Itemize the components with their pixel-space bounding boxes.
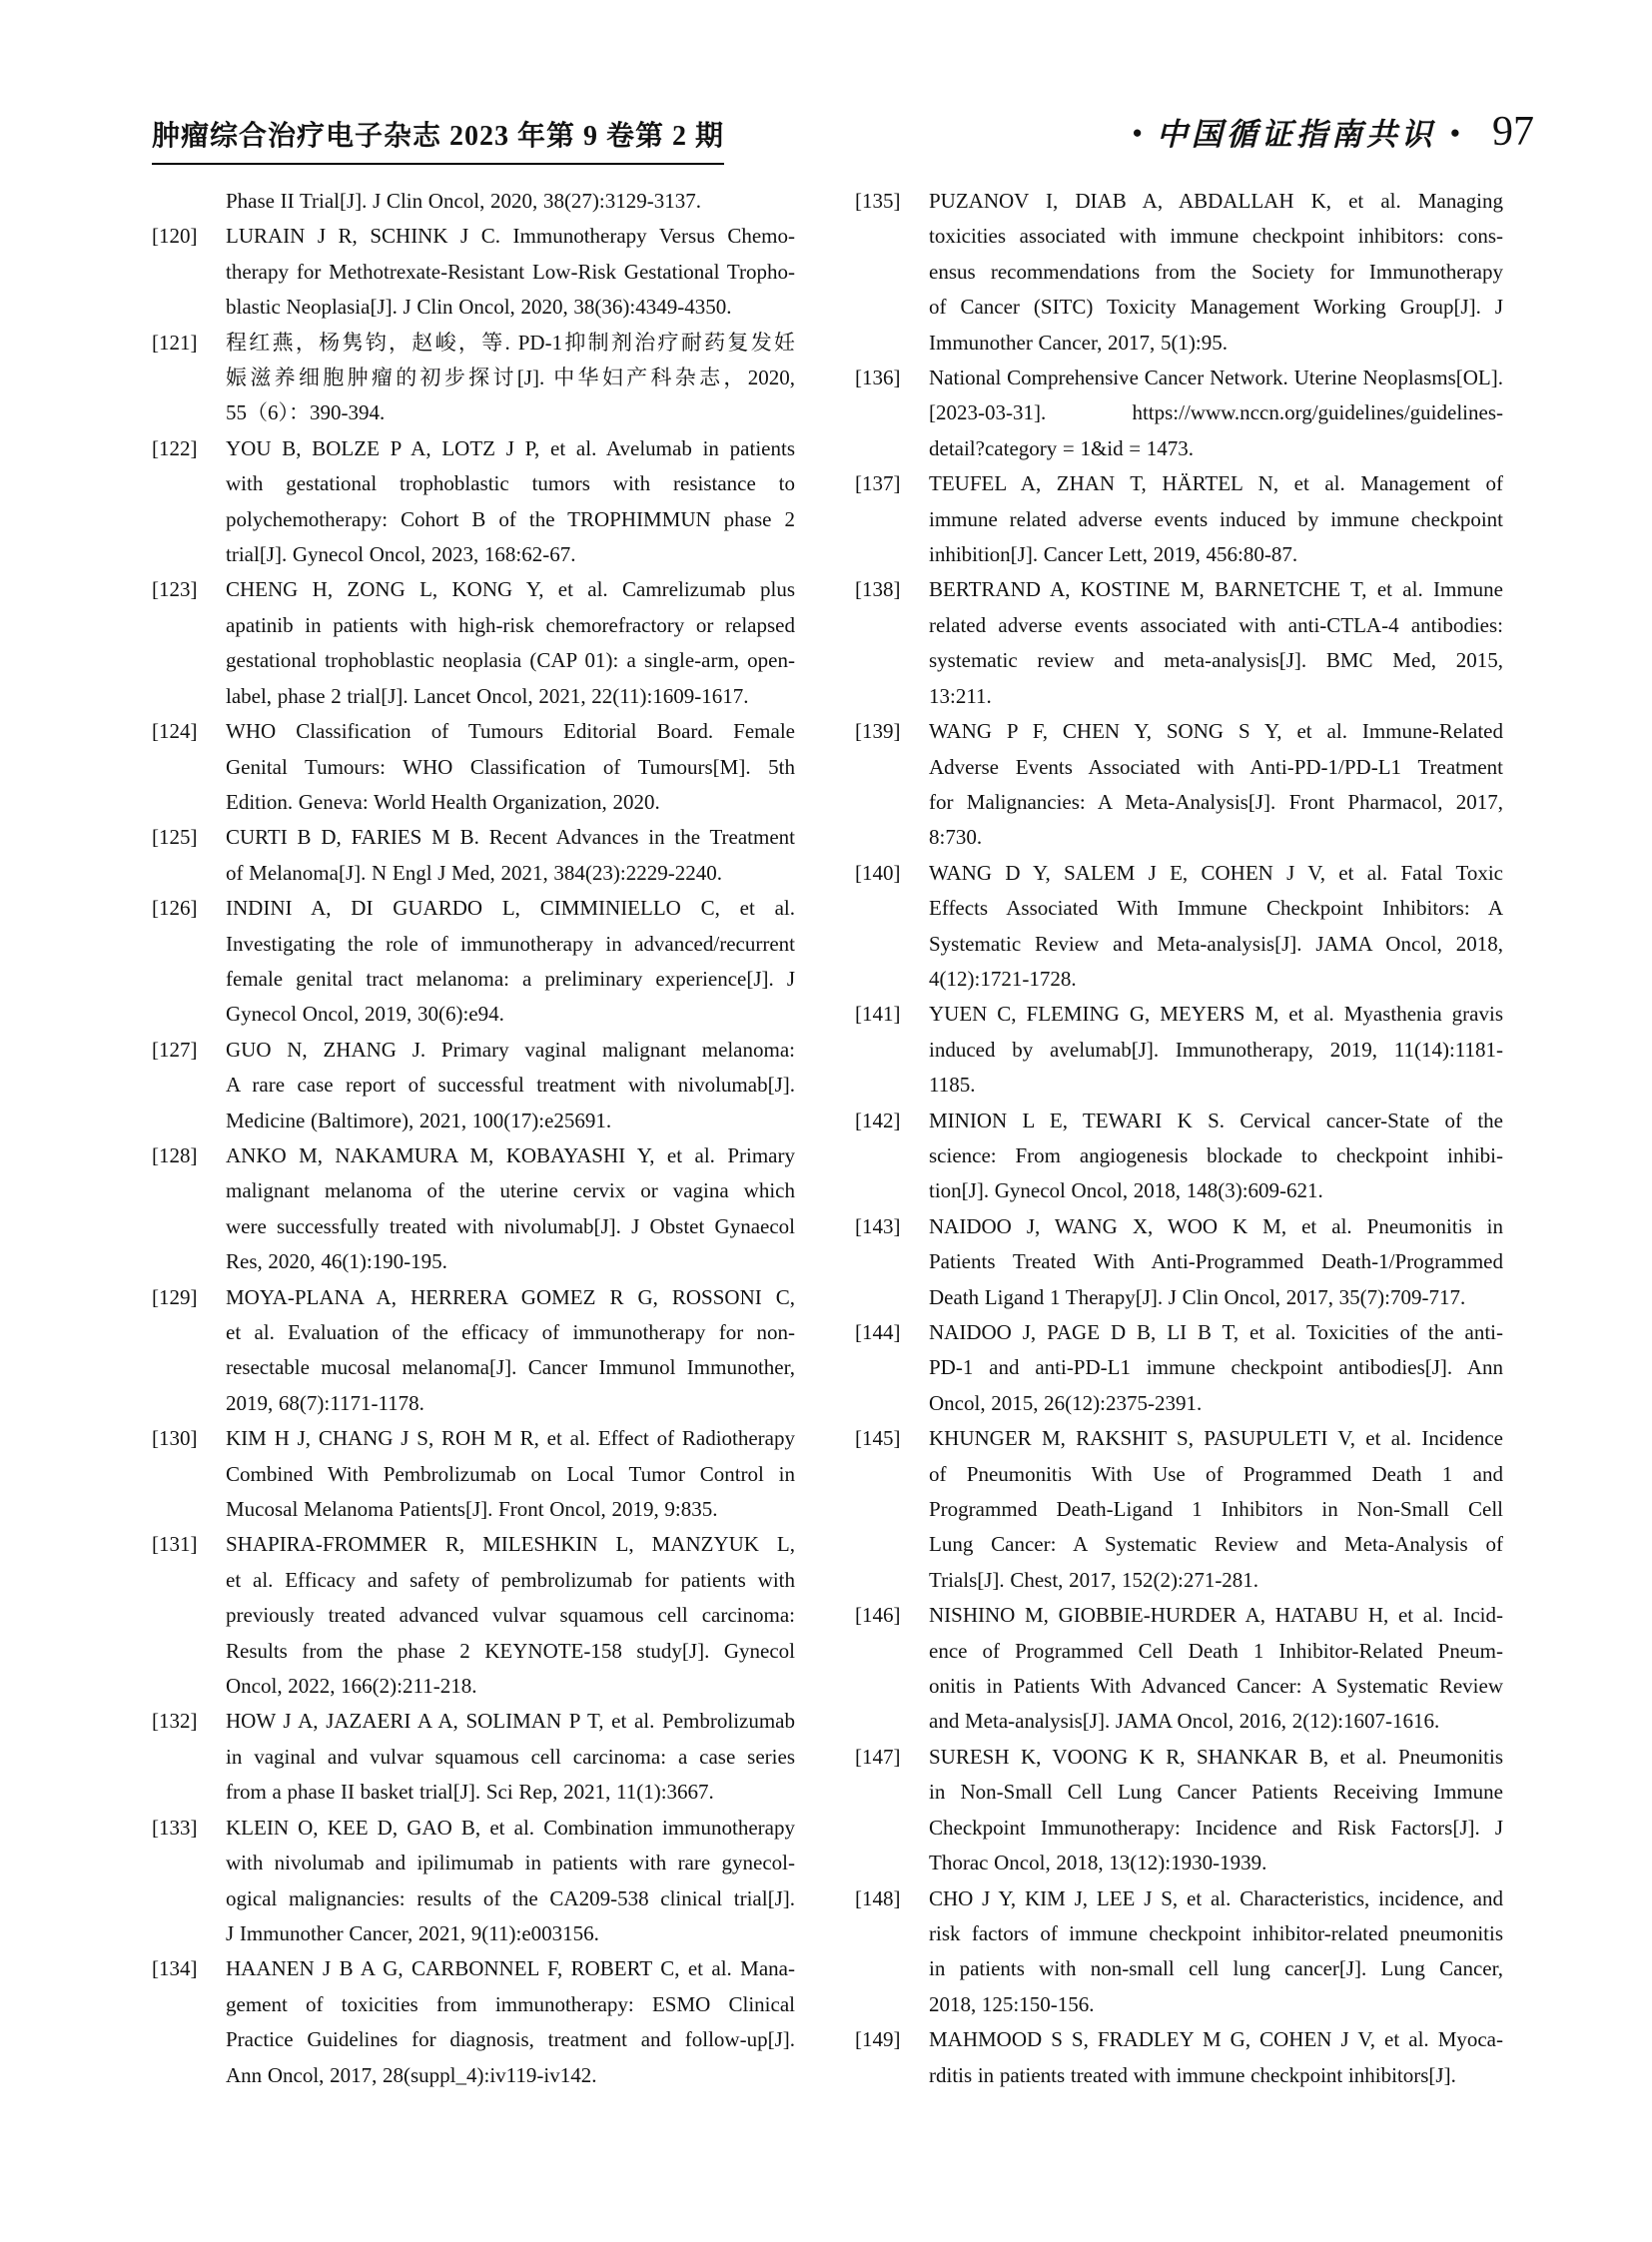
reference-line: polychemotherapy: Cohort B of the TROPHIMMUN phase 2 [226, 506, 795, 531]
reference-text [929, 1209, 1503, 1315]
reference-entry [152, 1951, 795, 2093]
reference-entry [152, 1033, 795, 1138]
reference-line: inhibition[J]. Cancer Lett, 2019, 456:80-87. [929, 542, 1298, 567]
reference-text [226, 1811, 795, 1952]
reference-line: Effects Associated With Immune Checkpoint Inhibitors: A [929, 896, 1503, 921]
reference-line: Investigating the role of immunotherapy in advanced/recurrent [226, 931, 795, 956]
reference-line: risk factors of immune checkpoint inhibitor-related pneumonitis [929, 1920, 1503, 1945]
reference-text [929, 466, 1503, 572]
reference-line: science: From angiogenesis blockade to checkpoint inhibi- [929, 1142, 1503, 1167]
reference-number: [147] [855, 1744, 901, 1769]
reference-line: BERTRAND A, KOSTINE M, BARNETCHE T, et al. Immune [929, 577, 1503, 602]
reference-line: Adverse Events Associated with Anti-PD-1/PD-L1 Treatment [929, 754, 1503, 779]
reference-line: of Cancer (SITC) Toxicity Management Working Group[J]. J [929, 295, 1503, 320]
reference-text [929, 1881, 1503, 2023]
reference-line: GUO N, ZHANG J. Primary vaginal malignant melanoma: [226, 1037, 795, 1062]
reference-entry [152, 1704, 795, 1810]
reference-line: in patients with non-small cell lung cancer[J]. Lung Cancer, [929, 1956, 1503, 1981]
reference-line: 1185. [929, 1073, 976, 1098]
reference-line: label, phase 2 trial[J]. Lancet Oncol, 2021, 22(11):1609-1617. [226, 683, 749, 708]
reference-line: NAIDOO J, PAGE D B, LI B T, et al. Toxicities of the anti- [929, 1320, 1503, 1344]
reference-line: Oncol, 2022, 166(2):211-218. [226, 1674, 477, 1699]
reference-entry [152, 891, 795, 1033]
page-header [152, 108, 1534, 165]
reference-number: [129] [152, 1284, 198, 1309]
reference-number: [122] [152, 435, 198, 460]
reference-line: female genital tract melanoma: a preliminary experience[J]. J [226, 966, 795, 991]
reference-line: of Pneumonitis With Use of Programmed Death 1 and [929, 1461, 1503, 1486]
reference-number: [149] [855, 2027, 901, 2052]
reference-number: [131] [152, 1532, 198, 1557]
references-section [152, 184, 1503, 2093]
reference-entry [855, 1740, 1503, 1881]
reference-text [929, 997, 1503, 1103]
reference-text [929, 1421, 1503, 1598]
reference-line: blastic Neoplasia[J]. J Clin Oncol, 2020, 38(36):4349-4350. [226, 295, 732, 320]
reference-line: PUZANOV I, DIAB A, ABDALLAH K, et al. Managing [929, 189, 1503, 213]
reference-line: gement of toxicities from immunotherapy: ESMO Clinical [226, 1991, 795, 2016]
reference-entry [855, 1598, 1503, 1740]
reference-line: and Meta-analysis[J]. JAMA Oncol, 2016, 2(12):1607-1616. [929, 1709, 1440, 1734]
reference-line: rditis in patients treated with immune checkpoint inhibitors[J]. [929, 2062, 1456, 2087]
reference-number: [130] [152, 1426, 198, 1451]
reference-entry [855, 1421, 1503, 1598]
reference-entry [855, 1104, 1503, 1209]
reference-line: Combined With Pembrolizumab on Local Tumor Control in [226, 1461, 795, 1486]
reference-text [226, 1138, 795, 1280]
reference-line: J Immunother Cancer, 2021, 9(11):e003156. [226, 1920, 599, 1945]
reference-line: PD-1 and anti-PD-L1 immune checkpoint antibodies[J]. Ann [929, 1355, 1503, 1380]
reference-text [226, 891, 795, 1033]
page-number: 97 [1492, 109, 1534, 155]
reference-number: [127] [152, 1037, 198, 1062]
reference-entry [855, 361, 1503, 466]
reference-line: Trials[J]. Chest, 2017, 152(2):271-281. [929, 1567, 1259, 1592]
reference-number: [148] [855, 1885, 901, 1910]
bullet-icon: ● [1449, 123, 1460, 142]
reference-line: 8:730. [929, 825, 983, 850]
reference-line: 2019, 68(7):1171-1178. [226, 1390, 424, 1415]
reference-entry [152, 1280, 795, 1422]
reference-text [929, 1315, 1503, 1421]
reference-line: Lung Cancer: A Systematic Review and Meta-Analysis of [929, 1532, 1503, 1557]
reference-line: Medicine (Baltimore), 2021, 100(17):e25691. [226, 1108, 612, 1132]
reference-line: Practice Guidelines for diagnosis, treatment and follow-up[J]. [226, 2027, 795, 2052]
reference-line: NAIDOO J, WANG X, WOO K M, et al. Pneumonitis in [929, 1213, 1503, 1238]
reference-line: Res, 2020, 46(1):190-195. [226, 1249, 447, 1274]
reference-text [226, 431, 795, 573]
reference-line: LURAIN J R, SCHINK J C. Immunotherapy Versus Chemo- [226, 224, 795, 249]
reference-line: 2018, 125:150-156. [929, 1991, 1095, 2016]
reference-line: immune related adverse events induced by immune checkpoint [929, 506, 1503, 531]
reference-text [226, 1527, 795, 1704]
reference-text [929, 714, 1503, 856]
reference-line: therapy for Methotrexate-Resistant Low-Risk Gestational Tropho- [226, 259, 795, 284]
reference-line: WHO Classification of Tumours Editorial Board. Female [226, 719, 795, 744]
reference-entry [152, 1421, 795, 1527]
reference-number: [132] [152, 1709, 198, 1734]
reference-line: [2023-03-31]. https://www.nccn.org/guidelines/guidelines- [929, 400, 1503, 425]
reference-line: National Comprehensive Cancer Network. Uterine Neoplasms[OL]. [929, 366, 1503, 390]
reference-number: [137] [855, 471, 901, 496]
reference-line: YUEN C, FLEMING G, MEYERS M, et al. Myasthenia gravis [929, 1002, 1503, 1027]
reference-number: [146] [855, 1603, 901, 1628]
reference-line: in Non-Small Cell Lung Cancer Patients Receiving Immune [929, 1780, 1503, 1805]
reference-line: HOW J A, JAZAERI A A, SOLIMAN P T, et al. Pembrolizumab [226, 1709, 795, 1734]
reference-line: Death Ligand 1 Therapy[J]. J Clin Oncol, 2017, 35(7):709-717. [929, 1284, 1466, 1309]
reference-line: YOU B, BOLZE P A, LOTZ J P, et al. Avelumab in patients [226, 435, 795, 460]
reference-line: for Malignancies: A Meta-Analysis[J]. Front Pharmacol, 2017, [929, 789, 1503, 814]
reference-entry [152, 1811, 795, 1952]
reference-line: Edition. Geneva: World Health Organization, 2020. [226, 789, 660, 814]
reference-line: et al. Evaluation of the efficacy of immunotherapy for non- [226, 1320, 795, 1344]
reference-line: WANG P F, CHEN Y, SONG S Y, et al. Immune-Related [929, 719, 1503, 744]
reference-line: apatinib in patients with high-risk chemorefractory or relapsed [226, 612, 795, 637]
reference-line: with nivolumab and ipilimumab in patients with rare gynecol- [226, 1851, 795, 1875]
reference-number: [136] [855, 366, 901, 390]
reference-entry [855, 1315, 1503, 1421]
reference-number: [144] [855, 1320, 901, 1344]
references-column-right [855, 184, 1503, 2093]
reference-line: HAANEN J B A G, CARBONNEL F, ROBERT C, et al. Mana- [226, 1956, 795, 1981]
reference-entry [152, 1527, 795, 1704]
reference-line: Checkpoint Immunotherapy: Incidence and Risk Factors[J]. J [929, 1815, 1503, 1840]
reference-line: from a phase II basket trial[J]. Sci Rep, 2021, 11(1):3667. [226, 1780, 714, 1805]
reference-line: TEUFEL A, ZHAN T, HÄRTEL N, et al. Management of [929, 471, 1503, 496]
reference-line: ensus recommendations from the Society for Immunotherapy [929, 259, 1503, 284]
reference-number: [121] [152, 330, 198, 355]
reference-text [226, 1951, 795, 2093]
bullet-icon: ● [1132, 123, 1143, 142]
running-head [1132, 108, 1534, 156]
reference-line: SURESH K, VOONG K R, SHANKAR B, et al. Pneumonitis [929, 1744, 1503, 1769]
reference-entry [152, 572, 795, 714]
reference-text [929, 184, 1503, 361]
reference-entry [855, 997, 1503, 1103]
reference-line: in vaginal and vulvar squamous cell carcinoma: a case series [226, 1744, 795, 1769]
reference-line: Results from the phase 2 KEYNOTE-158 study[J]. Gynecol [226, 1638, 795, 1663]
reference-line: SHAPIRA-FROMMER R, MILESHKIN L, MANZYUK L, [226, 1532, 795, 1557]
reference-entry [152, 1138, 795, 1280]
references-column-left [152, 184, 795, 2093]
reference-line: induced by avelumab[J]. Immunotherapy, 2019, 11(14):1181- [929, 1037, 1503, 1062]
reference-line: 程红燕，杨隽钧，赵峻，等. PD-1抑制剂治疗耐药复发妊 [226, 330, 795, 355]
reference-line: CURTI B D, FARIES M B. Recent Advances in the Treatment [226, 825, 795, 850]
reference-line: ANKO M, NAKAMURA M, KOBAYASHI Y, et al. Primary [226, 1142, 795, 1167]
reference-line: Gynecol Oncol, 2019, 30(6):e94. [226, 1002, 504, 1027]
reference-entry [152, 714, 795, 820]
reference-entry [855, 184, 1503, 361]
reference-line: 4(12):1721-1728. [929, 966, 1077, 991]
reference-entry [855, 572, 1503, 714]
reference-line: KHUNGER M, RAKSHIT S, PASUPULETI V, et al. Incidence [929, 1426, 1503, 1451]
reference-text [929, 1104, 1503, 1209]
reference-entry [152, 219, 795, 325]
reference-line: Phase II Trial[J]. J Clin Oncol, 2020, 38(27):3129-3137. [226, 189, 702, 213]
reference-line: Systematic Review and Meta-analysis[J]. JAMA Oncol, 2018, [929, 931, 1503, 956]
reference-text [226, 184, 795, 219]
reference-line: NISHINO M, GIOBBIE-HURDER A, HATABU H, et al. Incid- [929, 1603, 1503, 1628]
reference-line: gestational trophoblastic neoplasia (CAP 01): a single-arm, open- [226, 648, 795, 673]
reference-text [226, 714, 795, 820]
reference-line: detail?category = 1&id = 1473. [929, 435, 1195, 460]
reference-entry [855, 856, 1503, 998]
reference-entry [855, 1881, 1503, 2023]
reference-text [226, 1280, 795, 1422]
reference-line: KIM H J, CHANG J S, ROH M R, et al. Effect of Radiotherapy [226, 1426, 795, 1451]
reference-text [226, 1033, 795, 1138]
reference-line: Oncol, 2015, 26(12):2375-2391. [929, 1390, 1203, 1415]
reference-line: Immunother Cancer, 2017, 5(1):95. [929, 330, 1229, 355]
reference-line: trial[J]. Gynecol Oncol, 2023, 168:62-67. [226, 542, 576, 567]
reference-text [929, 1740, 1503, 1881]
reference-line: previously treated advanced vulvar squamous cell carcinoma: [226, 1603, 795, 1628]
reference-entry [855, 2022, 1503, 2093]
reference-text [929, 2022, 1503, 2093]
reference-text [226, 219, 795, 325]
reference-line: with gestational trophoblastic tumors with resistance to [226, 471, 795, 496]
reference-number: [139] [855, 719, 901, 744]
reference-line: 13:211. [929, 683, 992, 708]
reference-line: onitis in Patients With Advanced Cancer: A Systematic Review [929, 1674, 1503, 1699]
reference-line: were successfully treated with nivolumab[J]. J Obstet Gynaecol [226, 1213, 795, 1238]
reference-line: systematic review and meta-analysis[J]. BMC Med, 2015, [929, 648, 1503, 673]
reference-number: [138] [855, 577, 901, 602]
reference-number: [128] [152, 1142, 198, 1167]
reference-line: malignant melanoma of the uterine cervix or vagina which [226, 1178, 795, 1203]
reference-line: CHO J Y, KIM J, LEE J S, et al. Characteristics, incidence, and [929, 1885, 1503, 1910]
reference-line: Ann Oncol, 2017, 28(suppl_4):iv119-iv142. [226, 2062, 597, 2087]
reference-number: [126] [152, 896, 198, 921]
reference-line: et al. Efficacy and safety of pembrolizumab for patients with [226, 1567, 795, 1592]
section-label: 中国循证指南共识 [1156, 117, 1436, 152]
reference-line: 娠滋养细胞肿瘤的初步探讨[J]. 中华妇产科杂志，2020, [226, 366, 795, 390]
reference-line: Patients Treated With Anti-Programmed Death-1/Programmed [929, 1249, 1503, 1274]
reference-entry [152, 184, 795, 219]
reference-line: Genital Tumours: WHO Classification of Tumours[M]. 5th [226, 754, 795, 779]
reference-line: MOYA-PLANA A, HERRERA GOMEZ R G, ROSSONI C, [226, 1284, 795, 1309]
reference-entry [152, 326, 795, 431]
reference-number: [142] [855, 1108, 901, 1132]
reference-entry [152, 431, 795, 573]
reference-line: of Melanoma[J]. N Engl J Med, 2021, 384(23):2229-2240. [226, 860, 722, 885]
reference-text [226, 1421, 795, 1527]
reference-line: INDINI A, DI GUARDO L, CIMMINIELLO C, et al. [226, 896, 795, 921]
reference-number: [125] [152, 825, 198, 850]
reference-number: [135] [855, 189, 901, 213]
reference-line: MINION L E, TEWARI K S. Cervical cancer-State of the [929, 1108, 1503, 1132]
reference-line: WANG D Y, SALEM J E, COHEN J V, et al. Fatal Toxic [929, 860, 1503, 885]
reference-number: [124] [152, 719, 198, 744]
reference-line: related adverse events associated with anti-CTLA-4 antibodies: [929, 612, 1503, 637]
reference-number: [143] [855, 1213, 901, 1238]
reference-number: [134] [152, 1956, 198, 1981]
reference-number: [120] [152, 224, 198, 249]
reference-entry [855, 1209, 1503, 1315]
reference-line: Thorac Oncol, 2018, 13(12):1930-1939. [929, 1851, 1267, 1875]
reference-text [929, 1598, 1503, 1740]
reference-line: 55（6）：390-394. [226, 400, 386, 425]
reference-line: tion[J]. Gynecol Oncol, 2018, 148(3):609-621. [929, 1178, 1323, 1203]
reference-line: resectable mucosal melanoma[J]. Cancer Immunol Immunother, [226, 1355, 795, 1380]
reference-line: Mucosal Melanoma Patients[J]. Front Oncol, 2019, 9:835. [226, 1497, 718, 1522]
reference-line: ogical malignancies: results of the CA209-538 clinical trial[J]. [226, 1885, 795, 1910]
reference-line: toxicities associated with immune checkpoint inhibitors: cons- [929, 224, 1503, 249]
reference-entry [855, 466, 1503, 572]
reference-line: MAHMOOD S S, FRADLEY M G, COHEN J V, et al. Myoca- [929, 2027, 1503, 2052]
reference-line: KLEIN O, KEE D, GAO B, et al. Combination immunotherapy [226, 1815, 795, 1840]
reference-text [929, 572, 1503, 714]
reference-text [929, 361, 1503, 466]
reference-text [929, 856, 1503, 998]
reference-line: ence of Programmed Cell Death 1 Inhibitor-Related Pneum- [929, 1638, 1503, 1663]
reference-entry [152, 820, 795, 891]
reference-entry [855, 714, 1503, 856]
reference-text [226, 326, 795, 431]
reference-number: [140] [855, 860, 901, 885]
reference-number: [145] [855, 1426, 901, 1451]
journal-title: 肿瘤综合治疗电子杂志 2023 年第 9 卷第 2 期 [152, 114, 724, 165]
reference-line: A rare case report of successful treatment with nivolumab[J]. [226, 1073, 795, 1098]
reference-number: [123] [152, 577, 198, 602]
reference-text [226, 820, 795, 891]
reference-line: Programmed Death-Ligand 1 Inhibitors in Non-Small Cell [929, 1497, 1503, 1522]
reference-number: [133] [152, 1815, 198, 1840]
reference-line: CHENG H, ZONG L, KONG Y, et al. Camrelizumab plus [226, 577, 795, 602]
reference-number: [141] [855, 1002, 901, 1027]
reference-text [226, 572, 795, 714]
reference-text [226, 1704, 795, 1810]
